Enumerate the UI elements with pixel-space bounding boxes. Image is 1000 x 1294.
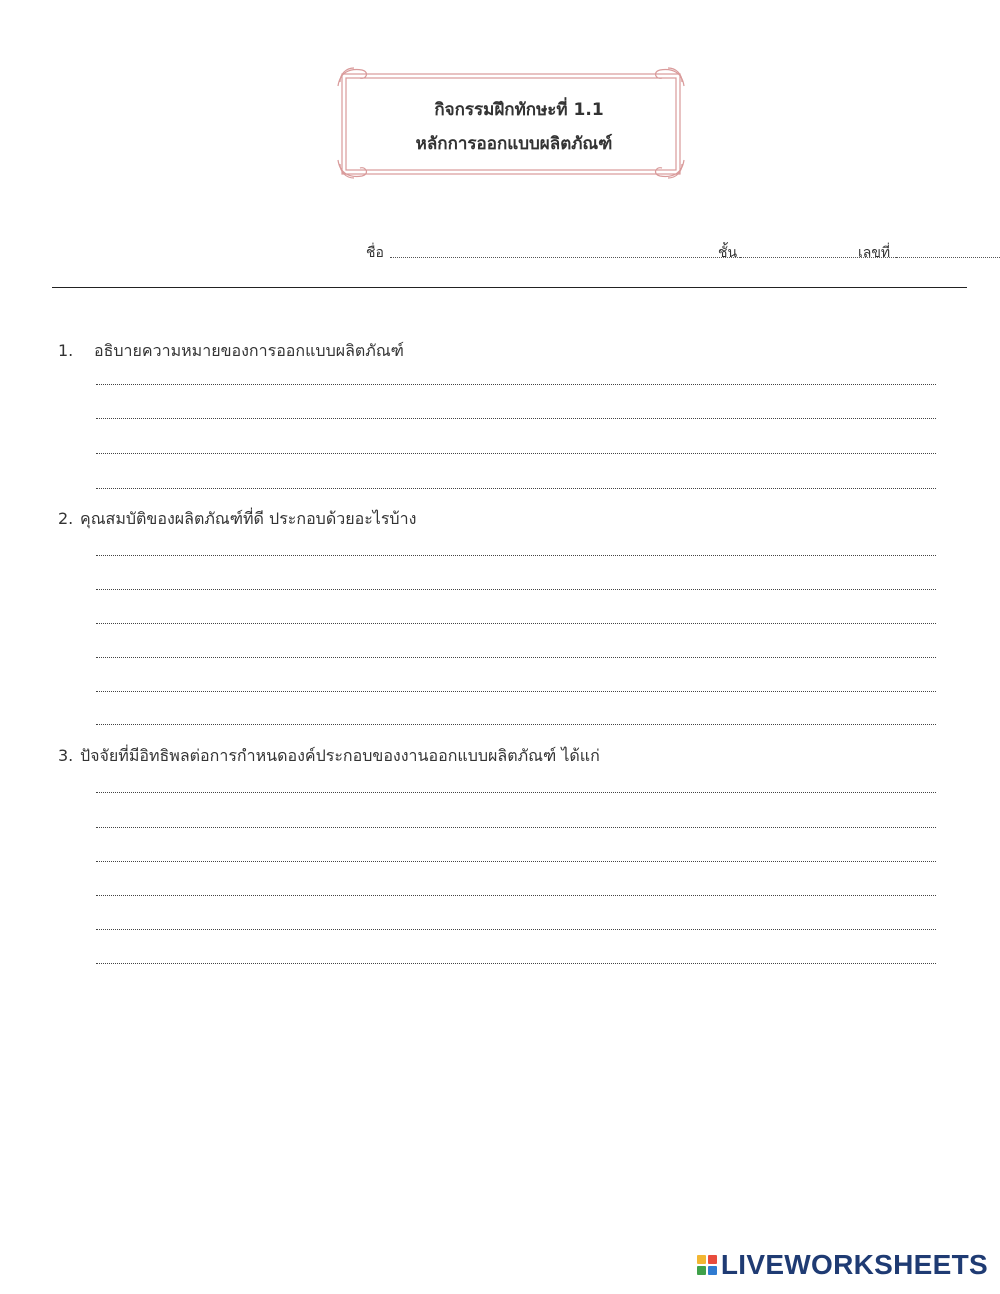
class-label: ชั้น <box>718 245 738 261</box>
answer-line[interactable] <box>96 589 936 590</box>
answer-line[interactable] <box>96 895 936 896</box>
brand-name: LIVEWORKSHEETS <box>720 1249 988 1280</box>
question-text: อธิบายความหมายของการออกแบบผลิตภัณฑ์ <box>94 341 404 360</box>
question-2 <box>58 507 416 532</box>
worksheet-title: กิจกรรมฝึกทักษะที่ 1.1 <box>434 100 604 120</box>
number-blank[interactable] <box>896 257 968 258</box>
class-blank[interactable] <box>740 257 856 258</box>
question-3 <box>58 744 600 769</box>
answer-line[interactable] <box>96 657 936 658</box>
answer-line[interactable] <box>96 724 936 725</box>
question-text: คุณสมบัติของผลิตภัณฑ์ที่ดี ประกอบด้วยอะไรบ้าง <box>80 509 417 528</box>
name-label: ชื่อ <box>366 245 384 261</box>
header-divider <box>52 287 967 288</box>
liveworksheets-logo <box>697 1250 988 1280</box>
question-text: ปัจจัยที่มีอิทธิพลต่อการกำหนดองค์ประกอบของงานออกแบบผลิตภัณฑ์ ได้แก่ <box>80 746 600 765</box>
answer-line[interactable] <box>96 623 936 624</box>
question-number: 2. <box>58 509 74 528</box>
answer-line[interactable] <box>96 929 936 930</box>
number-label: เลขที่ <box>858 245 891 261</box>
answer-line[interactable] <box>96 384 936 385</box>
worksheet-subtitle: หลักการออกแบบผลิตภัณฑ์ <box>415 134 613 154</box>
answer-line[interactable] <box>96 488 936 489</box>
answer-line[interactable] <box>96 827 936 828</box>
question-1 <box>58 339 404 364</box>
answer-line[interactable] <box>96 555 936 556</box>
answer-line[interactable] <box>96 691 936 692</box>
answer-line[interactable] <box>96 861 936 862</box>
answer-line[interactable] <box>96 453 936 454</box>
answer-line[interactable] <box>96 792 936 793</box>
answer-line[interactable] <box>96 418 936 419</box>
liveworksheets-grid-icon <box>697 1255 717 1275</box>
question-number: 1. <box>58 341 74 360</box>
ornamental-frame-icon <box>336 66 686 180</box>
question-number: 3. <box>58 746 74 765</box>
answer-line[interactable] <box>96 963 936 964</box>
title-frame <box>336 66 686 180</box>
student-info-row <box>366 242 968 262</box>
